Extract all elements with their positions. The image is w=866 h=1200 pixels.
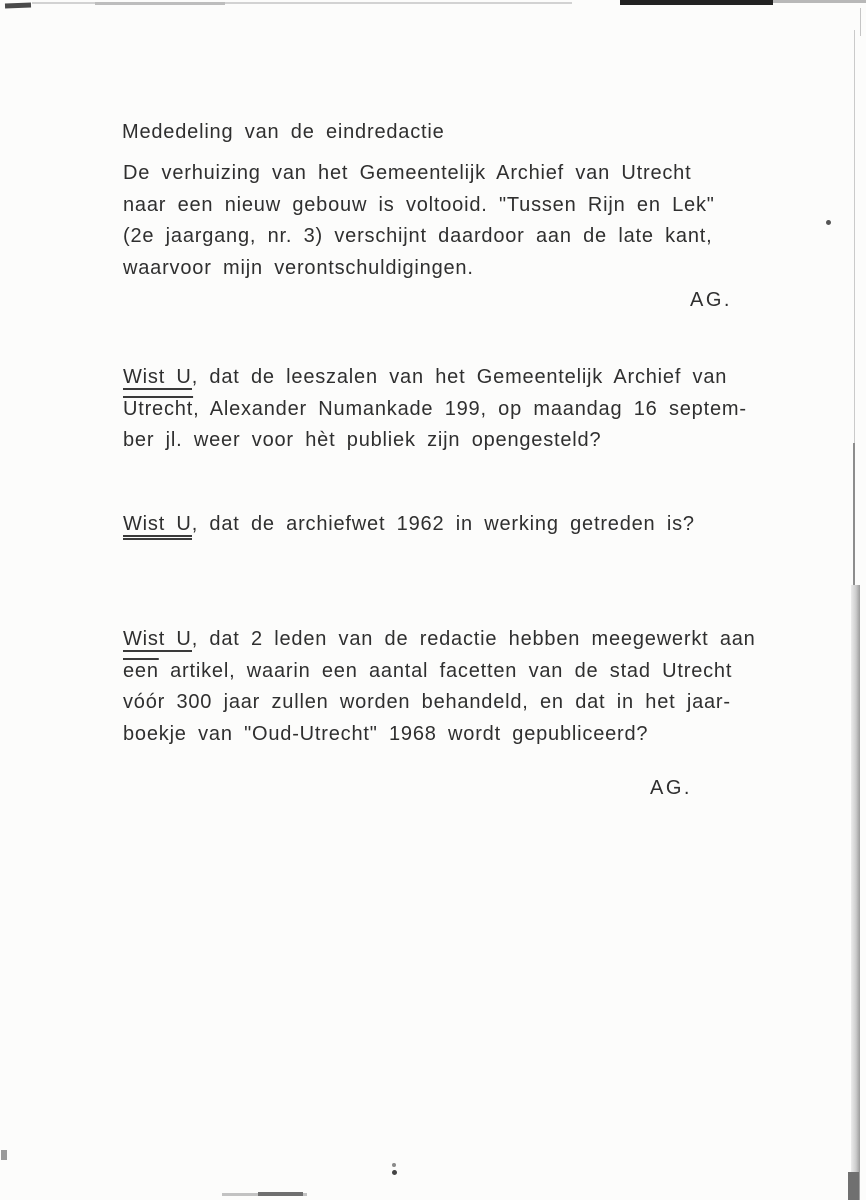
- intro-paragraph: [123, 158, 715, 284]
- scan-artifact-right-bottom-dark: [848, 1172, 859, 1200]
- scan-artifact-right-band: [851, 585, 860, 1200]
- text-line: [123, 656, 756, 688]
- text-line: [123, 509, 695, 541]
- scan-artifact-bottom-line-dark: [258, 1192, 303, 1196]
- text-line: vóór 300 jaar zullen worden behandeld, en dat in het jaar-: [123, 691, 731, 714]
- signature: AG.: [690, 289, 732, 311]
- text-line: [123, 362, 747, 394]
- text-segment: , dat 2 leden van de redactie hebben meegewerkt aan: [191, 628, 756, 650]
- scan-artifact-right-hairline: [854, 30, 855, 445]
- text-line: naar een nieuw gebouw is voltooid. "Tussen Rijn en Lek": [123, 193, 715, 216]
- text-line: ber jl. weer voor hèt publiek zijn opengesteld?: [123, 429, 602, 452]
- text-line: [123, 394, 747, 426]
- text-segment: , dat de archiefwet 1962 in werking getreden is?: [191, 513, 695, 535]
- underlined-lead: Wist U: [123, 628, 192, 650]
- double-underlined-lead: Wist U: [123, 513, 192, 540]
- text-line: boekje van "Oud-Utrecht" 1968 wordt gepubliceerd?: [123, 722, 649, 745]
- wist-item-2: [123, 509, 695, 541]
- scan-artifact-colon-bottom: [392, 1170, 397, 1175]
- page-title: Mededeling van de eindredactie: [122, 121, 445, 143]
- scan-artifact-colon-top: [392, 1163, 396, 1167]
- scan-artifact-top-left-speck: [5, 3, 31, 9]
- signature: AG.: [650, 777, 692, 799]
- wist-item-3: [123, 624, 756, 750]
- scan-artifact-right-edge-short: [860, 8, 861, 36]
- text-line: waarvoor mijn verontschuldigingen.: [123, 256, 474, 279]
- overlined-word: $\overline{een}$: [123, 659, 159, 682]
- text-line: [123, 624, 756, 656]
- scan-artifact-bottom-left-speck: [1, 1150, 7, 1160]
- scan-artifact-right-darkline: [853, 443, 855, 585]
- text-line: De verhuizing van het Gemeentelijk Archief van Utrecht: [123, 162, 692, 184]
- scan-artifact-dot: [826, 220, 831, 225]
- wist-item-1: [123, 362, 747, 457]
- text-segment: , dat de leeszalen van het Gemeentelijk Archief van: [191, 366, 728, 388]
- overlined-word: Utrecht: [123, 397, 194, 420]
- text-segment: , Alexander Numankade 199, op maandag 16 septem-: [193, 397, 747, 420]
- underlined-lead: Wist U: [123, 366, 192, 388]
- scan-artifact-top-faint-line-2: [95, 2, 225, 5]
- scan-artifact-top-right-fade: [773, 0, 866, 3]
- scan-artifact-top-right-bar: [620, 0, 773, 5]
- text-segment: artikel, waarin een aantal facetten van de stad Utrecht: [158, 659, 733, 682]
- text-line: (2e jaargang, nr. 3) verschijnt daardoor aan de late kant,: [123, 225, 713, 248]
